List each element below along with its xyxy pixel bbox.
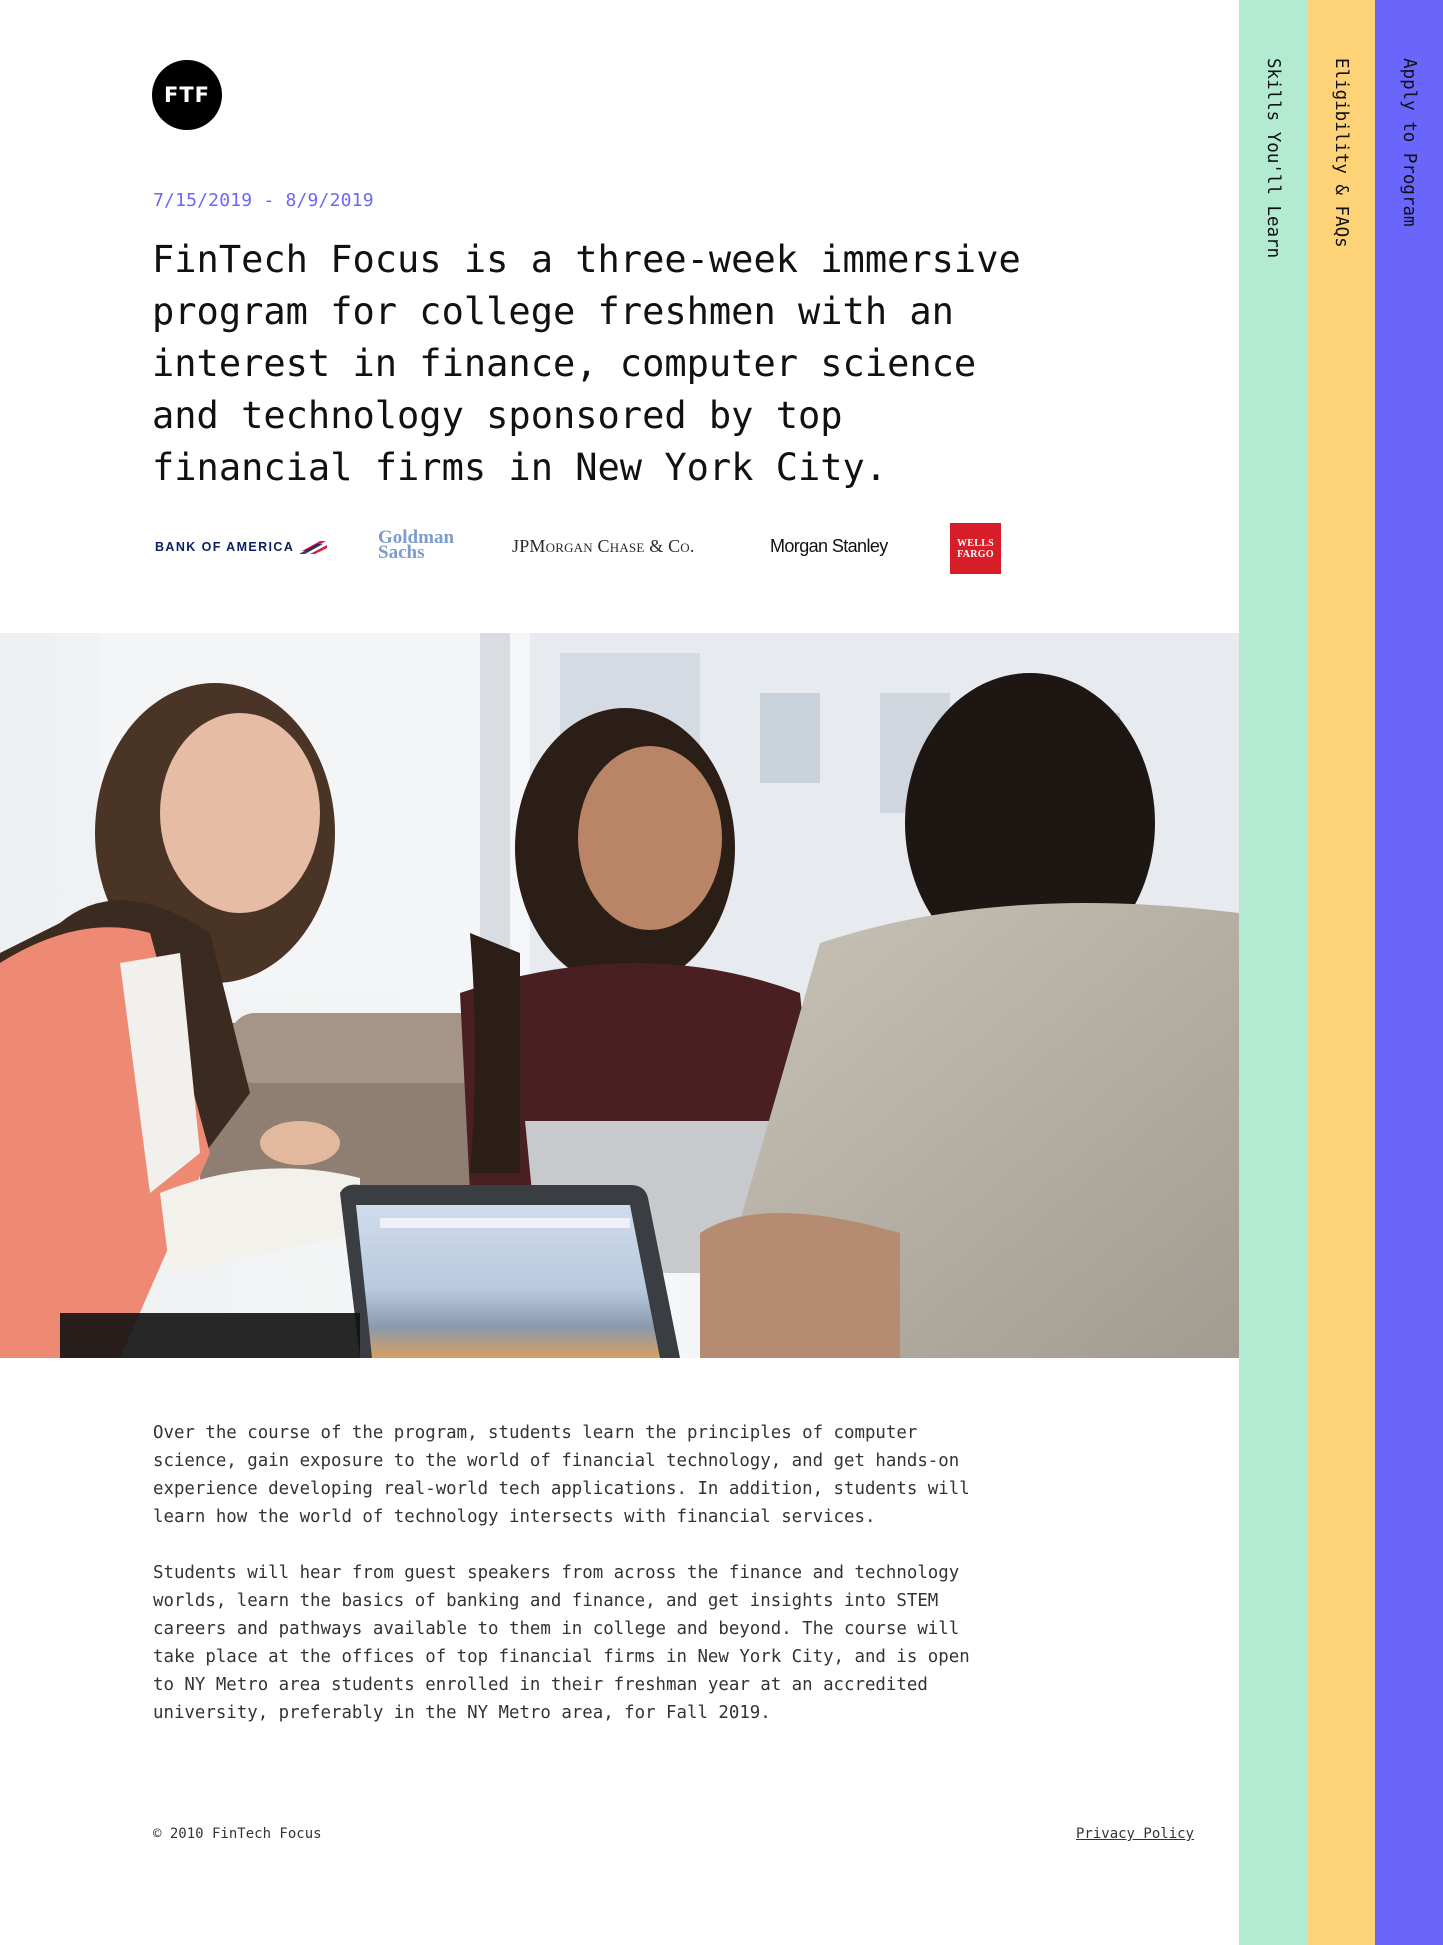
sponsor-jpmorgan-chase <box>512 536 695 557</box>
tab-skills-youll-learn[interactable] <box>1239 0 1307 1945</box>
description-paragraph-1: Over the course of the program, students learn the principles of computer science, gain exposure to the world of financial technology, and get hands-on experience developing real-world tech applications. In addition, students will learn how the world of technology intersects with financial services. <box>153 1423 970 1527</box>
ftf-logo[interactable] <box>152 60 222 130</box>
description-paragraph-2: Students will hear from guest speakers from across the finance and technology worlds, learn the basics of banking and finance, and get insights into STEM careers and pathways available to them in college and beyond. The course will take place at the offices of top financial firms in New York City, and is open to NY Metro area students enrolled in their freshman year at an accredited university, preferably in the NY Metro area, for Fall 2019. <box>153 1563 970 1723</box>
tab-apply-to-program[interactable] <box>1375 0 1443 1945</box>
bank-of-america-flag-icon <box>298 539 328 555</box>
logo-text: FTF <box>163 83 210 107</box>
tab-skills-label: Skills You'll Learn <box>1263 58 1283 259</box>
goldman-sachs-wordmark-line2: Sachs <box>378 542 425 563</box>
hero-photo <box>0 633 1239 1358</box>
jpmorgan-wordmark: JPMorgan Chase & Co. <box>512 536 695 556</box>
goldman-sachs-wordmark-line1: Goldman <box>378 527 455 548</box>
program-headline: FinTech Focus is a three-week immersive program for college freshmen with an interest in finance, computer science and technology sponsored by top financial firms in New York City. <box>152 238 1021 489</box>
wells-fargo-wordmark-line2: FARGO <box>957 548 994 560</box>
wells-fargo-wordmark-line1: WELLS <box>956 537 995 549</box>
copyright-text: © 2010 FinTech Focus <box>153 1826 322 1842</box>
tab-apply-label: Apply to Program <box>1399 58 1419 227</box>
privacy-policy-link[interactable]: Privacy Policy <box>1075 1826 1194 1842</box>
program-dates: 7/15/2019 - 8/9/2019 <box>153 190 374 211</box>
sponsor-wells-fargo <box>950 523 1001 574</box>
students-collaborating-image <box>0 633 1239 1358</box>
morgan-stanley-wordmark: Morgan Stanley <box>770 536 888 556</box>
sponsor-goldman-sachs <box>378 527 458 563</box>
tab-eligibility-label: Eligibility & FAQs <box>1331 58 1351 248</box>
tab-eligibility-faqs[interactable] <box>1307 0 1375 1945</box>
bank-of-america-wordmark: BANK OF AMERICA <box>155 540 295 554</box>
sponsor-morgan-stanley <box>770 536 888 557</box>
sponsor-bank-of-america <box>155 534 328 560</box>
